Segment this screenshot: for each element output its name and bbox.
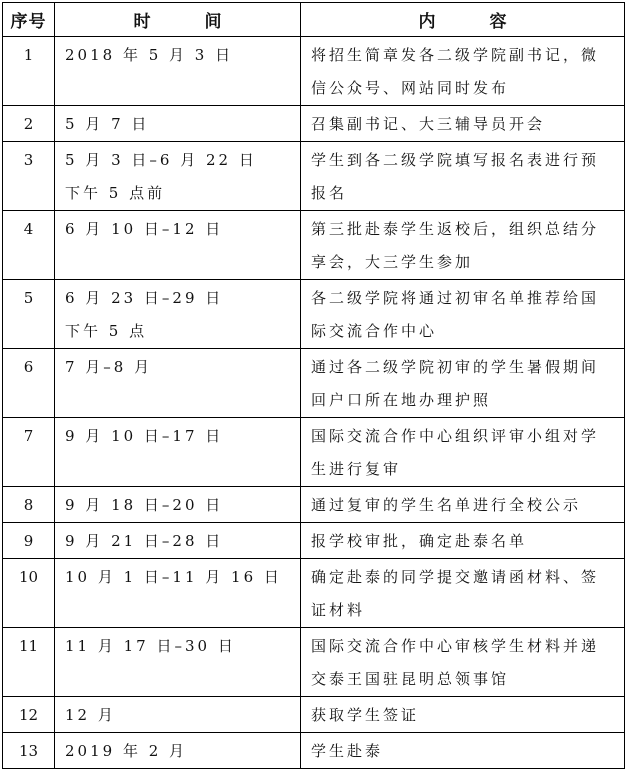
table-row — [3, 418, 625, 487]
time-cell — [55, 37, 301, 106]
time-cell — [55, 628, 301, 697]
content-cell — [301, 733, 625, 769]
content-cell — [301, 697, 625, 733]
table-row — [3, 106, 625, 142]
time-cell-text: 10 月 1 日–11 月 16 日 — [65, 568, 282, 586]
seq-cell — [3, 733, 55, 769]
seq-cell-text: 12 — [18, 706, 39, 724]
content-cell-text: 各二级学院将通过初审名单推荐给国 际交流合作中心 — [311, 289, 600, 340]
content-cell-text: 召集副书记、大三辅导员开会 — [311, 115, 546, 133]
content-cell-text: 获取学生签证 — [311, 706, 420, 724]
seq-cell-text: 6 — [23, 358, 34, 376]
content-cell — [301, 628, 625, 697]
seq-cell — [3, 697, 55, 733]
header-seq: 序号 — [3, 3, 55, 37]
table-row — [3, 559, 625, 628]
seq-cell — [3, 418, 55, 487]
time-cell — [55, 559, 301, 628]
content-cell-text: 国际交流合作中心审核学生材料并递 交泰王国驻昆明总领事馆 — [311, 637, 600, 688]
time-cell-text: 9 月 21 日–28 日 — [65, 532, 224, 550]
seq-cell — [3, 37, 55, 106]
seq-cell — [3, 106, 55, 142]
time-cell-text: 5 月 3 日–6 月 22 日 下午 5 点前 — [65, 151, 257, 202]
table-row — [3, 211, 625, 280]
content-cell — [301, 418, 625, 487]
time-cell — [55, 733, 301, 769]
content-cell-text: 第三批赴泰学生返校后，组织总结分 享会，大三学生参加 — [311, 220, 600, 271]
content-cell-text: 通过复审的学生名单进行全校公示 — [311, 496, 582, 514]
table-body — [3, 37, 625, 769]
time-cell — [55, 280, 301, 349]
time-cell-text: 2018 年 5 月 3 日 — [65, 46, 234, 64]
seq-cell — [3, 280, 55, 349]
seq-cell — [3, 487, 55, 523]
header-content: 内 容 — [301, 3, 625, 37]
content-cell-text: 将招生简章发各二级学院副书记，微 信公众号、网站同时发布 — [311, 46, 600, 97]
table-row — [3, 523, 625, 559]
time-cell — [55, 487, 301, 523]
content-cell-text: 学生赴泰 — [311, 742, 384, 760]
table-row — [3, 487, 625, 523]
time-cell-text: 12 月 — [65, 706, 116, 724]
seq-cell-text: 9 — [23, 532, 34, 550]
seq-cell-text: 8 — [23, 496, 34, 514]
content-cell — [301, 106, 625, 142]
table-row — [3, 280, 625, 349]
time-cell — [55, 697, 301, 733]
seq-cell — [3, 211, 55, 280]
content-cell — [301, 280, 625, 349]
time-cell-text: 6 月 23 日–29 日 下午 5 点 — [65, 289, 224, 340]
time-cell — [55, 523, 301, 559]
table-row — [3, 349, 625, 418]
time-cell — [55, 211, 301, 280]
table-row — [3, 37, 625, 106]
table-row — [3, 628, 625, 697]
time-cell-text: 9 月 18 日–20 日 — [65, 496, 224, 514]
time-cell — [55, 142, 301, 211]
content-cell-text: 通过各二级学院初审的学生暑假期间 回户口所在地办理护照 — [311, 358, 600, 409]
seq-cell-text: 4 — [23, 220, 34, 238]
content-cell — [301, 349, 625, 418]
content-cell-text: 国际交流合作中心组织评审小组对学 生进行复审 — [311, 427, 600, 478]
time-cell-text: 11 月 17 日–30 日 — [65, 637, 236, 655]
time-cell — [55, 106, 301, 142]
content-cell — [301, 142, 625, 211]
time-cell — [55, 418, 301, 487]
content-cell-text: 报学校审批，确定赴泰名单 — [311, 532, 528, 550]
seq-cell — [3, 628, 55, 697]
seq-cell — [3, 559, 55, 628]
seq-cell-text: 1 — [23, 46, 34, 64]
seq-cell-text: 3 — [23, 151, 34, 169]
seq-cell-text: 11 — [18, 637, 39, 655]
seq-cell-text: 2 — [23, 115, 34, 133]
time-cell-text: 6 月 10 日–12 日 — [65, 220, 224, 238]
schedule-table — [2, 2, 625, 769]
table-row — [3, 697, 625, 733]
time-cell-text: 7 月–8 月 — [65, 358, 153, 376]
table-row — [3, 733, 625, 769]
content-cell — [301, 487, 625, 523]
time-cell-text: 9 月 10 日–17 日 — [65, 427, 224, 445]
content-cell — [301, 559, 625, 628]
seq-cell-text: 13 — [18, 742, 39, 760]
content-cell — [301, 37, 625, 106]
time-cell-text: 2019 年 2 月 — [65, 742, 188, 760]
header-time: 时 间 — [55, 3, 301, 37]
time-cell-text: 5 月 7 日 — [65, 115, 150, 133]
seq-cell — [3, 349, 55, 418]
seq-cell-text: 7 — [23, 427, 34, 445]
seq-cell-text: 5 — [23, 289, 34, 307]
content-cell-text: 学生到各二级学院填写报名表进行预 报名 — [311, 151, 600, 202]
seq-cell-text: 10 — [18, 568, 39, 586]
content-cell — [301, 523, 625, 559]
seq-cell — [3, 523, 55, 559]
table-row — [3, 142, 625, 211]
header-row — [3, 3, 625, 37]
time-cell — [55, 349, 301, 418]
seq-cell — [3, 142, 55, 211]
content-cell — [301, 211, 625, 280]
content-cell-text: 确定赴泰的同学提交邀请函材料、签 证材料 — [311, 568, 600, 619]
